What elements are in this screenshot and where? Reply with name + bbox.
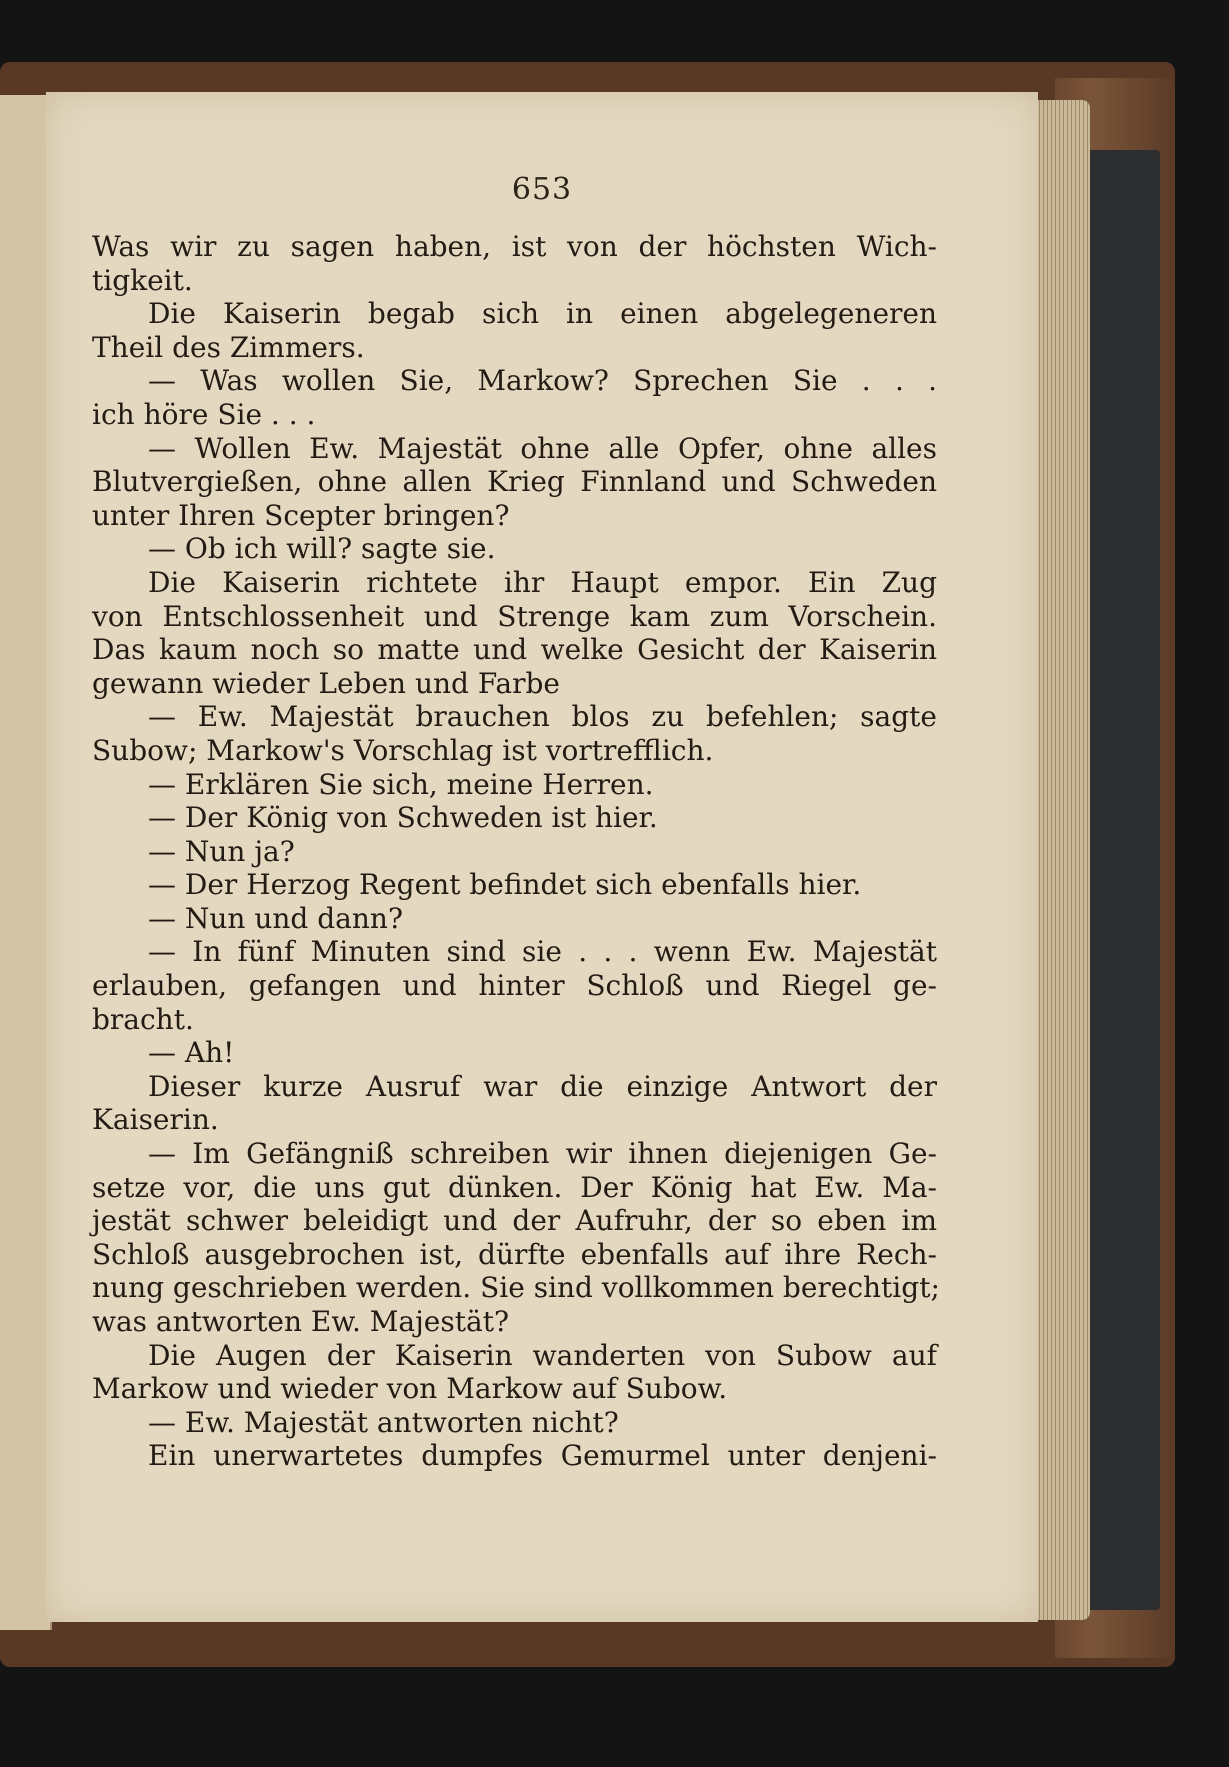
text-line: setze vor, die uns gut dünken. Der König hat Ew. Ma- [92, 1170, 937, 1204]
page-text [92, 230, 940, 1473]
facing-page-edge [0, 95, 52, 1630]
book-page [46, 92, 1038, 1622]
text-line: Subow; Markow's Vorschlag ist vortrefflich. [92, 733, 714, 767]
text-line: Schloß ausgebrochen ist, dürfte ebenfalls auf ihre Rech- [92, 1237, 937, 1271]
text-line: — Erklären Sie sich, meine Herren. [148, 767, 654, 801]
text-line: erlauben, gefangen und hinter Schloß und Riegel ge- [92, 969, 937, 1003]
text-line: — Nun und dann? [148, 901, 403, 935]
text-line: — Der König von Schweden ist hier. [148, 801, 658, 835]
text-line: Ein unerwartetes dumpfes Gemurmel unter denjeni- [148, 1439, 937, 1473]
page-number: 653 [511, 172, 573, 207]
text-line: von Entschlossenheit und Strenge kam zum Vorschein. [92, 599, 937, 633]
text-line: tigkeit. [92, 263, 193, 297]
text-line: bracht. [92, 1002, 194, 1036]
text-line: Kaiserin. [92, 1103, 219, 1137]
text-line: — Wollen Ew. Majestät ohne alle Opfer, ohne alles [148, 431, 937, 465]
text-line: Die Augen der Kaiserin wanderten von Subow auf [148, 1338, 937, 1372]
text-line: — Ew. Majestät antworten nicht? [148, 1405, 619, 1439]
text-line: unter Ihren Scepter bringen? [92, 498, 510, 532]
text-line: — Der Herzog Regent befindet sich ebenfalls hier. [148, 868, 862, 902]
text-line: — In fünf Minuten sind sie . . . wenn Ew. Majestät [148, 935, 937, 969]
text-line: Die Kaiserin richtete ihr Haupt empor. Ein Zug [148, 565, 937, 599]
text-line: Das kaum noch so matte und welke Gesicht der Kaiserin [92, 633, 937, 667]
text-line: gewann wieder Leben und Farbe [92, 666, 560, 700]
text-line: Blutvergießen, ohne allen Krieg Finnland und Schweden [92, 465, 937, 499]
text-line: — Im Gefängniß schreiben wir ihnen diejenigen Ge- [148, 1137, 937, 1171]
text-line: Die Kaiserin begab sich in einen abgelegeneren [148, 297, 937, 331]
text-line: ich höre Sie . . . [92, 397, 316, 431]
text-line: was antworten Ew. Majestät? [92, 1305, 509, 1338]
text-line: jestät schwer beleidigt und der Aufruhr, der so eben im [92, 1204, 937, 1238]
text-line: Markow und wieder von Markow auf Subow. [92, 1372, 728, 1406]
book-cover-board [1085, 150, 1160, 1610]
text-line: — Ah! [148, 1036, 235, 1070]
text-line: Was wir zu sagen haben, ist von der höchsten Wich- [92, 230, 937, 263]
text-line: — Ew. Majestät brauchen blos zu befehlen; sagte [148, 700, 937, 734]
text-line: Theil des Zimmers. [92, 330, 365, 364]
text-line: Dieser kurze Ausruf war die einzige Antwort der [148, 1069, 937, 1103]
text-line: — Ob ich will? sagte sie. [148, 532, 496, 566]
text-line: nung geschrieben werden. Sie sind vollkommen berechtigt; [92, 1271, 940, 1305]
text-line: — Nun ja? [148, 834, 295, 868]
text-line: — Was wollen Sie, Markow? Sprechen Sie . . . [148, 364, 937, 398]
